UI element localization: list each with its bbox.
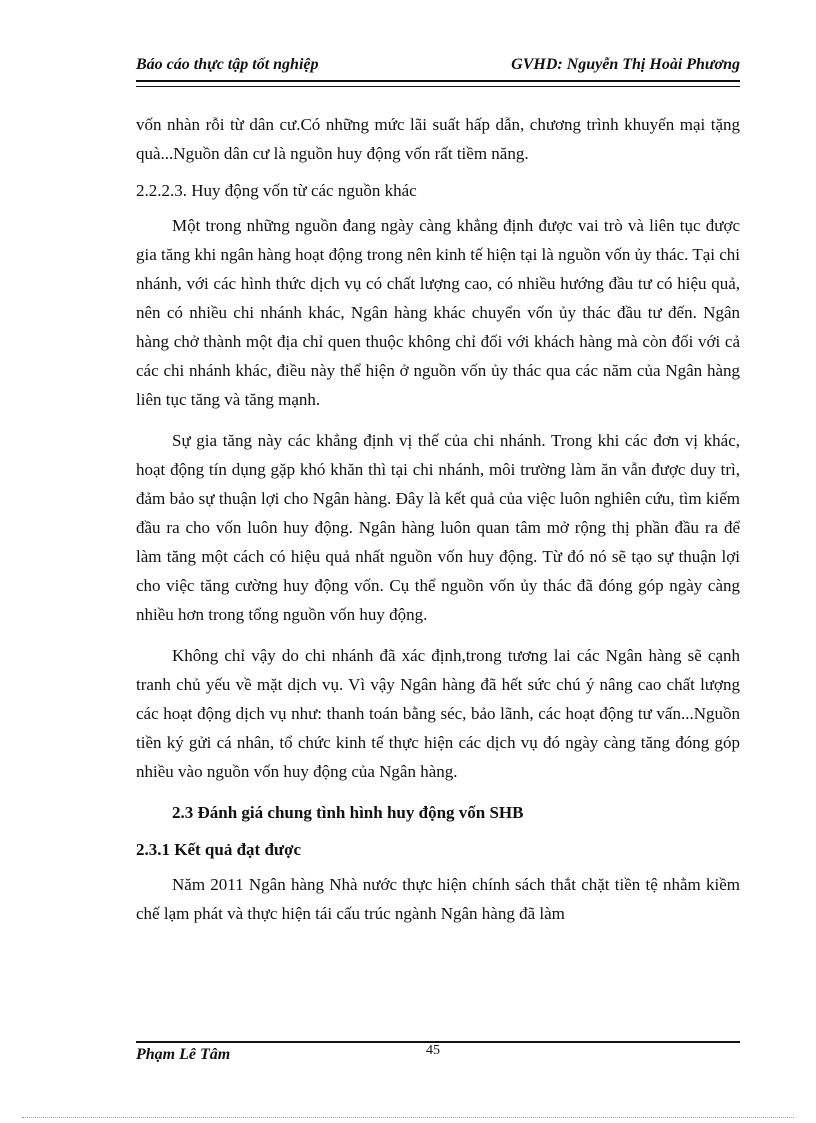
header-advisor: GVHD: Nguyễn Thị Hoài Phương [511,56,740,73]
paragraph-continued: vốn nhàn rỗi từ dân cư.Có những mức lãi suất hấp dẫn, chương trình khuyến mại tặng quà...Nguồn dân cư là nguồn huy động vốn rất tiềm năng. [136,115,740,163]
section-heading-2-3: 2.3 Đánh giá chung tình hình huy động vốn SHB [172,803,524,822]
header-rule [136,80,740,87]
paragraph: Năm 2011 Ngân hàng Nhà nước thực hiện chính sách thắt chặt tiền tệ nhằm kiềm chế lạm phát và thực hiện tái cấu trúc ngành Ngân hàng đã làm [136,875,740,923]
section-heading-2-3-1: 2.3.1 Kết quả đạt được [136,840,302,859]
document-body [136,110,740,928]
footer-author: Phạm Lê Tâm [136,1046,231,1063]
section-heading-2-2-2-3: 2.2.2.3. Huy động vốn từ các nguồn khác [136,181,417,200]
paragraph: Một trong những nguồn đang ngày càng khẳng định được vai trò và liên tục được gia tăng khi ngân hàng hoạt động trong nên kinh tế hiện tại là nguồn vốn ủy thác. Tại chi nhánh, với các hình thức dịch vụ có chất lượng cao, có nhiều hướng đầu tư có hiệu quả, nên có nhiều chi nhánh khác, Ngân hàng khác chuyển vốn ủy thác đầu tư đến. Ngân hàng chở thành một địa chỉ quen thuộc không chỉ đối với khách hàng mà còn đối với cả các chi nhánh khác, điều này thể hiện ở nguồn vốn ủy thác qua các năm của Ngân hàng liên tục tăng và tăng mạnh. [136,216,740,409]
page-bottom-divider [22,1117,794,1118]
page-header [136,56,740,80]
paragraph: Sự gia tăng này các khẳng định vị thế của chi nhánh. Trong khi các đơn vị khác, hoạt động tín dụng gặp khó khăn thì tại chi nhánh, môi trường làm ăn vẫn được duy trì, đảm bảo sự thuận lợi cho Ngân hàng. Đây là kết quả của việc luôn nghiên cứu, tìm kiếm đầu ra cho vốn luôn huy động. Ngân hàng luôn quan tâm mở rộng thị phần đầu ra để làm tăng một cách có hiệu quả nhất nguồn vốn huy động. Từ đó nó sẽ tạo sự thuận lợi cho việc tăng cường huy động vốn. Cụ thể nguồn vốn ủy thác đã đóng góp ngày càng nhiều hơn trong tổng nguồn vốn huy động. [136,431,740,624]
header-report-title: Báo cáo thực tập tốt nghiệp [136,56,319,73]
paragraph: Không chỉ vậy do chi nhánh đã xác định,trong tương lai các Ngân hàng sẽ cạnh tranh chủ yếu về mặt dịch vụ. Vì vậy Ngân hàng đã hết sức chú ý nâng cao chất lượng các hoạt động dịch vụ như: thanh toán bằng séc, bảo lãnh, các hoạt động tư vấn...Nguồn tiền ký gửi cá nhân, tổ chức kinh tế thực hiện các dịch vụ đó ngày càng tăng đóng góp nhiều vào nguồn vốn huy động của Ngân hàng. [136,646,740,781]
page-number: 45 [426,1043,440,1058]
